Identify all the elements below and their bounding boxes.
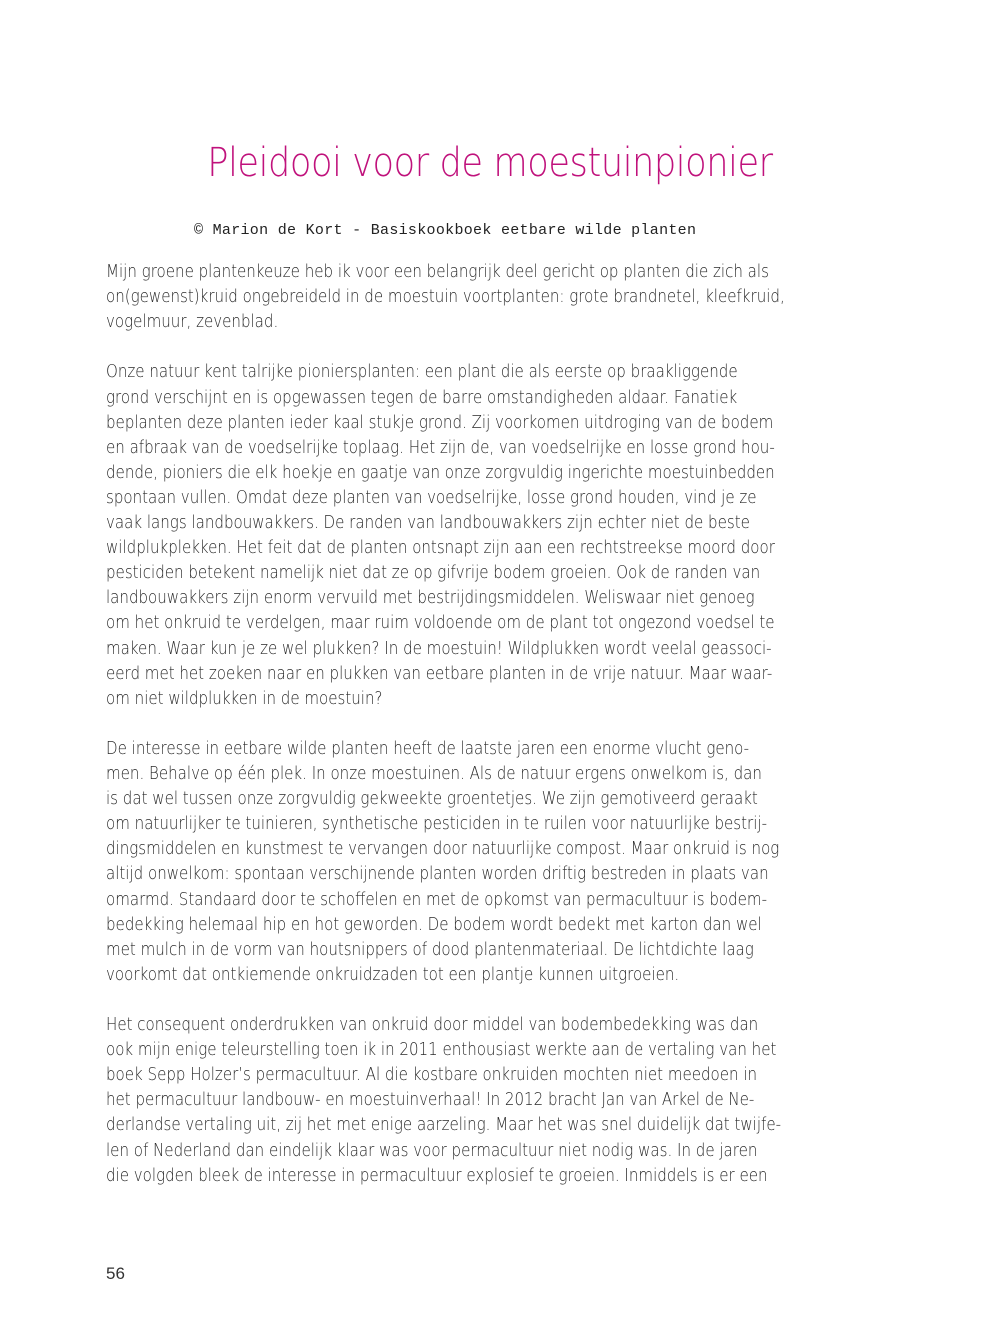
text-line: is dat wel tussen onze zorgvuldig gekweekte groentetjes. We zijn gemotiveerd geraakt bbox=[106, 789, 758, 810]
text-line: men. Behalve op één plek. In onze moestuinen. Als de natuur ergens onwelkom is, dan bbox=[106, 764, 762, 785]
text-line: derlandse vertaling uit, zij het met enige aarzeling. Maar het was snel duidelijk dat twijfe- bbox=[106, 1115, 782, 1136]
text-line: eerd met het zoeken naar en plukken van eetbare planten in de vrije natuur. Maar waar- bbox=[106, 663, 773, 684]
text-line: wildplukplekken. Het feit dat de planten ontsnapt zijn aan een rechtstreekse moord door bbox=[106, 538, 775, 559]
text-line: om het onkruid te verdelgen, maar ruim voldoende om de plant tot ongezond voedsel te bbox=[106, 613, 775, 634]
text-line: met mulch in de vorm van houtsnippers of dood plantenmateriaal. De lichtdichte laag bbox=[106, 939, 754, 960]
text-line: het permacultuur landbouw- en moestuinverhaal! In 2012 bracht Jan van Arkel de Ne- bbox=[106, 1090, 755, 1111]
page-number: 56 bbox=[106, 1264, 125, 1283]
text-line: om niet wildplukken in de moestuin? bbox=[106, 688, 383, 709]
paragraph-2 bbox=[106, 360, 876, 711]
text-line: vaak langs landbouwakkers. De randen van landbouwakkers zijn echter niet de beste bbox=[106, 513, 750, 534]
page-title: Pleidooi voor de moestuinpionier bbox=[207, 140, 773, 186]
text-line: om natuurlijker te tuinieren, synthetische pesticiden in te ruilen voor natuurlijke bestrij- bbox=[106, 814, 768, 835]
text-line: Het consequent onderdrukken van onkruid door middel van bodembedekking was dan bbox=[106, 1015, 759, 1036]
text-line: landbouwakkers zijn enorm vervuild met bestrijdingsmiddelen. Weliswaar niet genoeg bbox=[106, 588, 755, 609]
paragraph-4 bbox=[106, 1013, 876, 1189]
text-line: voorkomt dat ontkiemende onkruidzaden tot een plantje kunnen uitgroeien. bbox=[106, 964, 680, 985]
text-line: beplanten deze planten ieder kaal stukje grond. Zij voorkomen uitdroging van de bodem bbox=[106, 412, 774, 433]
text-line: grond verschijnt en is opgewassen tegen de barre omstandigheden aldaar. Fanatiek bbox=[106, 387, 738, 408]
paragraph-1 bbox=[106, 260, 876, 335]
text-line: omarmd. Standaard door te schoffelen en met de opkomst van permacultuur is bodem- bbox=[106, 889, 768, 910]
paragraph-3 bbox=[106, 737, 876, 988]
text-line: vogelmuur, zevenblad. bbox=[106, 312, 279, 333]
text-line: len of Nederland dan eindelijk klaar was voor permacultuur niet nodig was. In de jaren bbox=[106, 1140, 758, 1161]
text-line: Onze natuur kent talrijke pioniersplanten: een plant die als eerste op braakliggende bbox=[106, 362, 738, 383]
text-line: dingsmiddelen en kunstmest te vervangen door natuurlijke compost. Maar onkruid is nog bbox=[106, 839, 780, 860]
text-line: maken. Waar kun je ze wel plukken? In de moestuin! Wildplukken wordt veelal geassoci- bbox=[106, 638, 772, 659]
text-line: spontaan vullen. Omdat deze planten van voedselrijke, losse grond houden, vind je ze bbox=[106, 487, 757, 508]
body-text bbox=[106, 260, 876, 1214]
text-line: ook mijn enige teleurstelling toen ik in 2011 enthousiast werkte aan de vertaling van het bbox=[106, 1040, 777, 1061]
text-line: altijd onwelkom: spontaan verschijnende planten worden driftig bestreden in plaats van bbox=[106, 864, 769, 885]
text-line: pesticiden betekent namelijk niet dat ze op gifvrije bodem groeien. Ook de randen van bbox=[106, 563, 761, 584]
text-line: bedekking helemaal hip en hot geworden. De bodem wordt bedekt met karton dan wel bbox=[106, 914, 762, 935]
text-line: en afbraak van de voedselrijke toplaag. Het zijn de, van voedselrijke en losse grond hou- bbox=[106, 437, 775, 458]
text-line: die volgden bleek de interesse in permacultuur explosief te groeien. Inmiddels is er een bbox=[106, 1165, 768, 1186]
text-line: De interesse in eetbare wilde planten heeft de laatste jaren een enorme vlucht geno- bbox=[106, 738, 750, 759]
copyright-credit: © Marion de Kort - Basiskookboek eetbare wilde planten bbox=[194, 222, 697, 239]
text-line: boek Sepp Holzer’s permacultuur. Al die kostbare onkruiden mochten niet meedoen in bbox=[106, 1065, 758, 1086]
text-line: Mijn groene plantenkeuze heb ik voor een belangrijk deel gericht op planten die zich als bbox=[106, 262, 769, 282]
text-line: dende, pioniers die elk hoekje en gaatje van onze zorgvuldig ingerichte moestuinbedden bbox=[106, 462, 775, 483]
text-line: on(gewenst)kruid ongebreideld in de moestuin voortplanten: grote brandnetel, kleefkruid, bbox=[106, 287, 785, 308]
